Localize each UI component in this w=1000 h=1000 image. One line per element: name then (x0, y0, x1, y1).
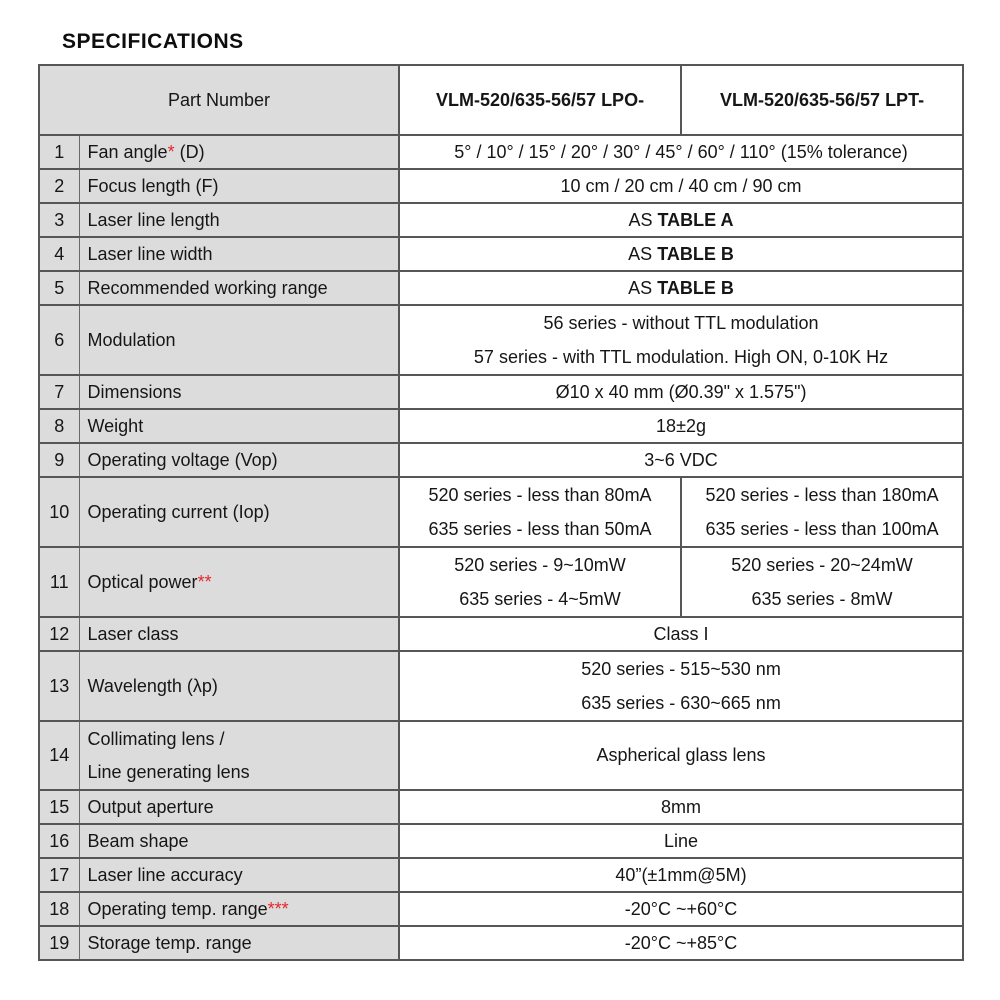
row-label-cell: Modulation (79, 305, 399, 375)
row-value-cell: -20°C ~+60°C (399, 892, 963, 926)
page-title: SPECIFICATIONS (62, 30, 244, 53)
header-part-number: Part Number (39, 65, 399, 135)
row-number-cell: 17 (39, 858, 79, 892)
row-value-prefix: AS (628, 243, 658, 264)
header-lpo-model: VLM-520/635-56/57 LPO- (399, 65, 681, 135)
red-asterisk: *** (267, 898, 289, 919)
table-row (39, 651, 963, 721)
lpo-value-cell (399, 477, 681, 547)
row-value-cell: -20°C ~+85°C (399, 926, 963, 960)
table-row (39, 721, 963, 790)
row-number-cell: 15 (39, 790, 79, 824)
row-value-cell: Line (399, 824, 963, 858)
row-label-cell: Wavelength (λp) (79, 651, 399, 721)
table-row (39, 617, 963, 651)
table-row (39, 169, 963, 203)
row-label-cell: Dimensions (79, 375, 399, 409)
row-label: Operating temp. range (87, 898, 268, 919)
row-number-cell: 10 (39, 477, 79, 547)
row-value-cell: 40”(±1mm@5M) (399, 858, 963, 892)
header-lpt-model: VLM-520/635-56/57 LPT- (681, 65, 963, 135)
row-label-line: Line generating lens (87, 761, 250, 782)
red-asterisk: ** (197, 571, 212, 592)
row-number-cell: 7 (39, 375, 79, 409)
row-number-cell: 8 (39, 409, 79, 443)
table-row (39, 892, 963, 926)
row-label-cell (79, 547, 399, 617)
row-label-cell: Laser class (79, 617, 399, 651)
row-number-cell: 14 (39, 721, 79, 790)
row-number-cell: 3 (39, 203, 79, 237)
row-value-cell: 5° / 10° / 15° / 20° / 30° / 45° / 60° / 110° (15% tolerance) (399, 135, 963, 169)
row-number-cell: 1 (39, 135, 79, 169)
row-value-cell: 18±2g (399, 409, 963, 443)
table-row (39, 824, 963, 858)
row-value-line: 635 series - 4~5mW (459, 589, 621, 609)
row-label-cell: Operating voltage (Vop) (79, 443, 399, 477)
row-value-cell: 8mm (399, 790, 963, 824)
row-number-cell: 9 (39, 443, 79, 477)
row-number-cell: 19 (39, 926, 79, 960)
row-value-line: 635 series - less than 50mA (428, 519, 652, 539)
row-value-line: 520 series - less than 180mA (705, 485, 939, 505)
row-label-cell: Operating current (Iop) (79, 477, 399, 547)
table-row (39, 375, 963, 409)
row-label-cell: Laser line accuracy (79, 858, 399, 892)
table-row (39, 547, 963, 617)
row-value-bold: TABLE B (657, 277, 734, 298)
table-row (39, 926, 963, 960)
row-number-cell: 6 (39, 305, 79, 375)
table-row (39, 203, 963, 237)
row-number-cell: 11 (39, 547, 79, 617)
row-value-cell: 3~6 VDC (399, 443, 963, 477)
table-row (39, 409, 963, 443)
table-row (39, 858, 963, 892)
row-label-cell: Beam shape (79, 824, 399, 858)
row-value-prefix: AS (628, 209, 658, 230)
table-row (39, 135, 963, 169)
lpt-value-cell (681, 547, 963, 617)
row-value-line: 57 series - with TTL modulation. High ON, 0-10K Hz (473, 347, 889, 367)
row-value-line: 56 series - without TTL modulation (543, 313, 819, 333)
row-value-cell: Ø10 x 40 mm (Ø0.39" x 1.575") (399, 375, 963, 409)
spec-table (38, 64, 964, 961)
row-value-line: 635 series - 8mW (751, 589, 893, 609)
row-value-cell (399, 305, 963, 375)
row-value-line: 520 series - less than 80mA (428, 485, 652, 505)
row-value-line: 520 series - 9~10mW (454, 555, 626, 575)
lpo-value-cell (399, 547, 681, 617)
row-label-cell: Storage temp. range (79, 926, 399, 960)
row-number-cell: 4 (39, 237, 79, 271)
row-label-line: Collimating lens / (87, 728, 225, 749)
row-value-cell (399, 237, 963, 271)
table-row (39, 305, 963, 375)
row-value-bold: TABLE B (657, 243, 734, 264)
row-number-cell: 13 (39, 651, 79, 721)
row-value-cell: 10 cm / 20 cm / 40 cm / 90 cm (399, 169, 963, 203)
row-value-line: 635 series - less than 100mA (705, 519, 939, 539)
red-asterisk: * (167, 141, 175, 162)
row-label-cell: Recommended working range (79, 271, 399, 305)
row-number-cell: 12 (39, 617, 79, 651)
row-value-line: 635 series - 630~665 nm (581, 693, 781, 713)
row-label-cell: Laser line length (79, 203, 399, 237)
table-row (39, 237, 963, 271)
row-label-cell: Laser line width (79, 237, 399, 271)
row-label-suffix: (D) (174, 141, 205, 162)
row-label: Optical power (87, 571, 198, 592)
row-value-cell (399, 271, 963, 305)
row-label: Fan angle (87, 141, 168, 162)
table-row (39, 443, 963, 477)
row-label-cell (79, 135, 399, 169)
row-value-bold: TABLE A (657, 209, 734, 230)
table-row (39, 477, 963, 547)
table-header-row (39, 65, 963, 135)
row-number-cell: 18 (39, 892, 79, 926)
row-number-cell: 16 (39, 824, 79, 858)
row-value-line: 520 series - 20~24mW (731, 555, 913, 575)
row-value-cell: Aspherical glass lens (399, 721, 963, 790)
row-value-cell (399, 651, 963, 721)
row-label-cell (79, 892, 399, 926)
row-label-cell: Weight (79, 409, 399, 443)
row-label-cell (79, 721, 399, 790)
row-label-cell: Focus length (F) (79, 169, 399, 203)
row-number-cell: 2 (39, 169, 79, 203)
table-row (39, 790, 963, 824)
row-value-cell: Class I (399, 617, 963, 651)
lpt-value-cell (681, 477, 963, 547)
row-number-cell: 5 (39, 271, 79, 305)
row-value-line: 520 series - 515~530 nm (581, 659, 781, 679)
row-label-cell: Output aperture (79, 790, 399, 824)
row-value-cell (399, 203, 963, 237)
row-value-prefix: AS (628, 277, 658, 298)
table-row (39, 271, 963, 305)
